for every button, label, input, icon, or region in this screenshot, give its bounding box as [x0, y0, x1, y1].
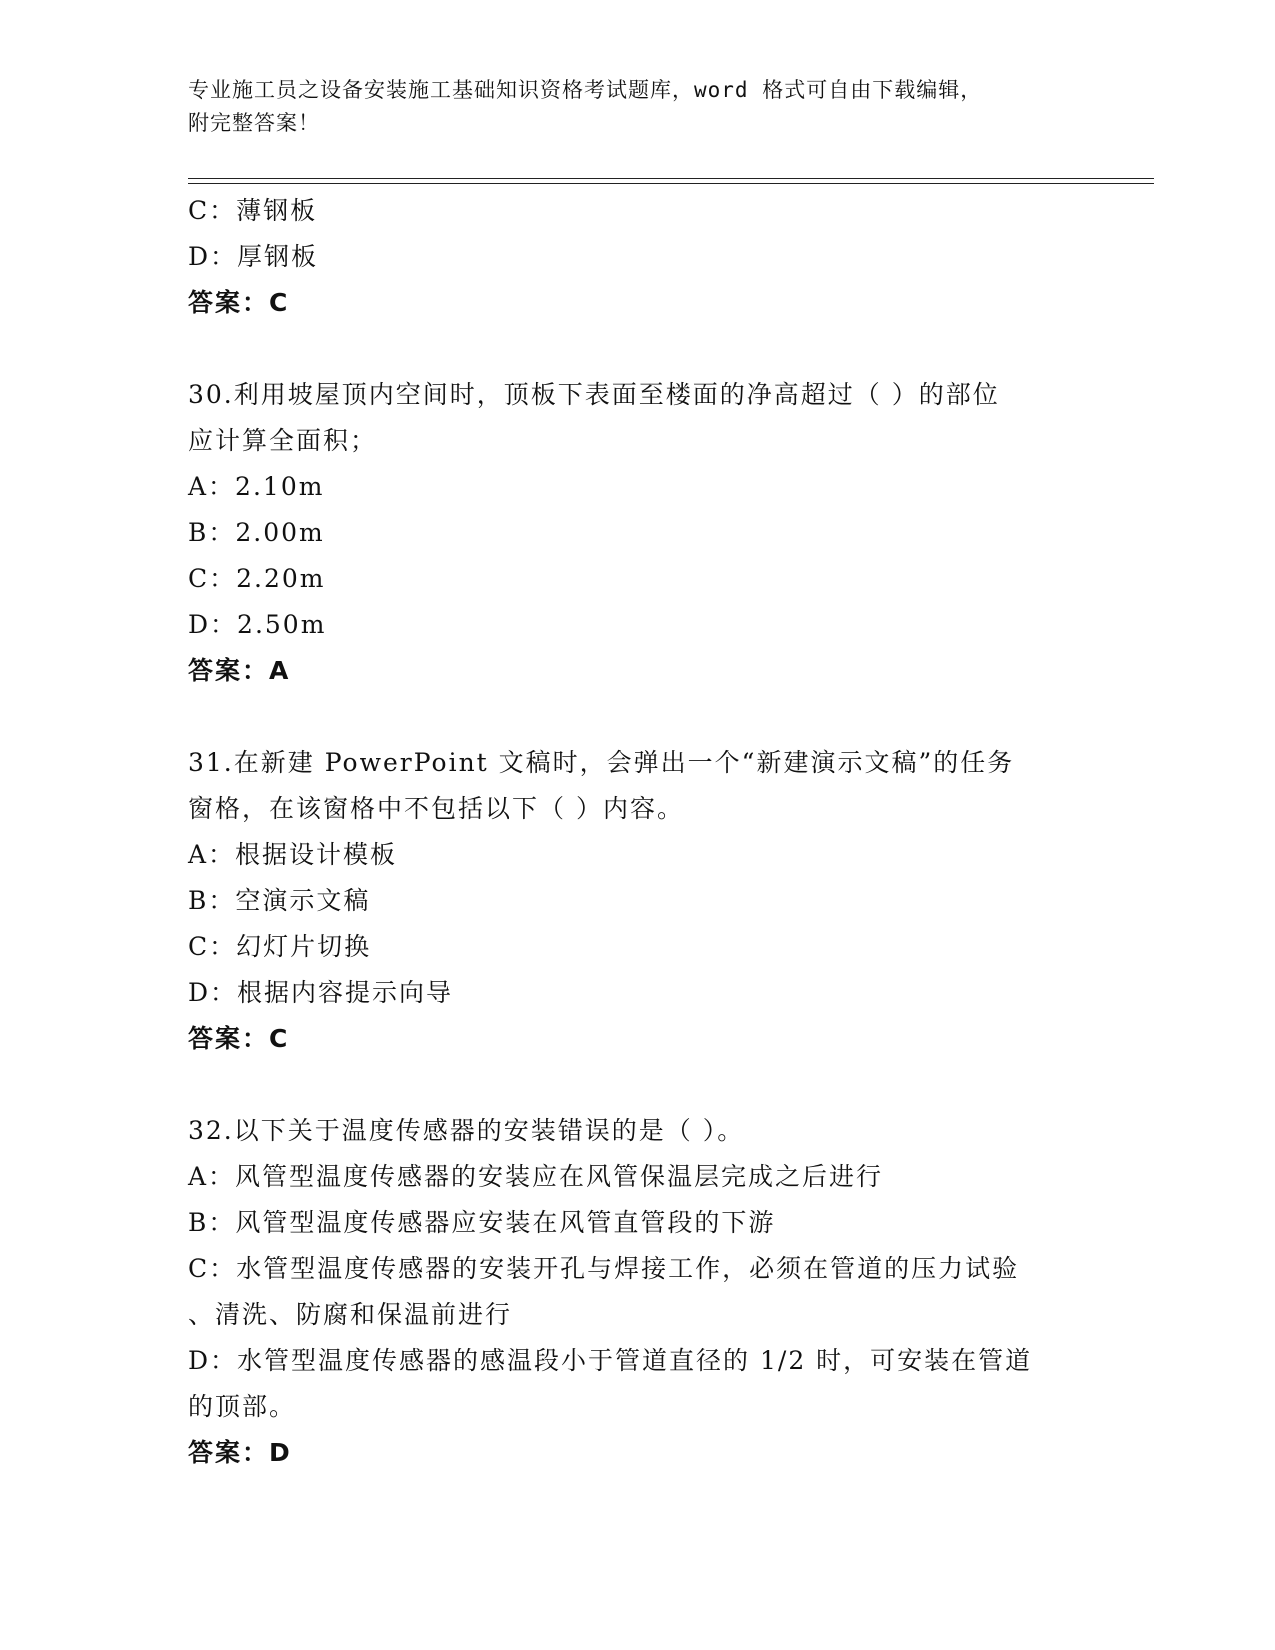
question-stem-line: 31.在新建 PowerPoint 文稿时，会弹出一个“新建演示文稿”的任务 [188, 748, 1015, 777]
option-line: D：厚钢板 [188, 242, 319, 271]
answer-line: 答案：A [188, 656, 291, 685]
answer-line: 答案：C [188, 1024, 290, 1053]
option-line: B：空演示文稿 [188, 886, 371, 915]
option-line: D：根据内容提示向导 [188, 978, 454, 1007]
option-line: C：2.20m [188, 564, 326, 593]
question-content [188, 188, 1088, 1476]
option-line: B：风管型温度传感器应安装在风管直管段的下游 [188, 1208, 776, 1237]
option-line: C：幻灯片切换 [188, 932, 372, 961]
header-line-2: 附完整答案！ [188, 111, 320, 135]
answer-line: 答案：C [188, 288, 290, 317]
option-line: 、清洗、防腐和保温前进行 [188, 1300, 513, 1329]
spacer [188, 694, 1088, 740]
header-divider [188, 178, 1154, 184]
option-line: B：2.00m [188, 518, 325, 547]
question-stem-line: 32.以下关于温度传感器的安装错误的是（ ）。 [188, 1116, 745, 1145]
page-header [188, 74, 1088, 140]
answer-line: 答案：D [188, 1438, 292, 1467]
option-line: A：2.10m [188, 472, 325, 501]
option-line: C：水管型温度传感器的安装开孔与焊接工作，必须在管道的压力试验 [188, 1254, 1020, 1283]
option-line: D：2.50m [188, 610, 327, 639]
option-line: A：根据设计模板 [188, 840, 398, 869]
option-line: D：水管型温度传感器的感温段小于管道直径的 1/2 时，可安装在管道 [188, 1346, 1033, 1375]
spacer [188, 326, 1088, 372]
header-line-1: 专业施工员之设备安装施工基础知识资格考试题库，word 格式可自由下载编辑， [188, 78, 983, 102]
spacer [188, 1062, 1088, 1108]
question-stem-line: 窗格，在该窗格中不包括以下（ ）内容。 [188, 794, 684, 823]
question-stem-line: 30.利用坡屋顶内空间时，顶板下表面至楼面的净高超过（ ）的部位 [188, 380, 1000, 409]
option-line: C：薄钢板 [188, 196, 318, 225]
question-stem-line: 应计算全面积； [188, 426, 378, 455]
option-line: A：风管型温度传感器的安装应在风管保温层完成之后进行 [188, 1162, 884, 1191]
option-line: 的顶部。 [188, 1392, 297, 1421]
